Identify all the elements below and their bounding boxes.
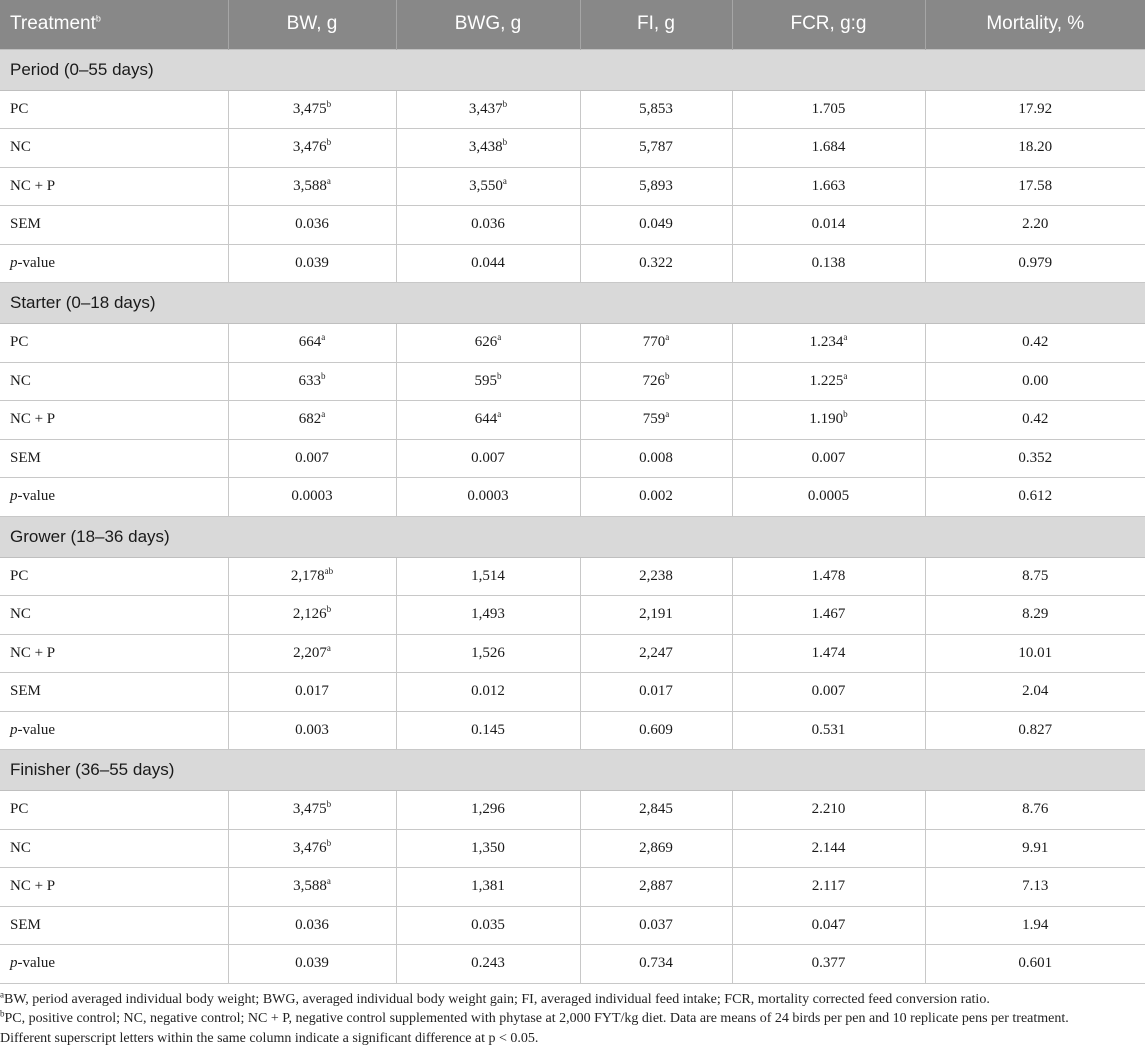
significance-letter: a <box>497 409 502 420</box>
table-cell: 18.20 <box>925 129 1145 168</box>
table-cell: 0.017 <box>580 673 732 712</box>
table-cell: 0.017 <box>228 673 396 712</box>
significance-letter: a <box>665 409 670 420</box>
table-cell: 2,191 <box>580 596 732 635</box>
significance-letter: a <box>665 332 670 343</box>
significance-letter: b <box>326 604 332 615</box>
row-label: SEM <box>0 906 228 945</box>
significance-letter: a <box>843 332 848 343</box>
table-cell: 0.0003 <box>396 478 580 517</box>
table-cell: 626$^a$ <box>396 324 580 363</box>
table-cell: 2.144 <box>732 829 925 868</box>
table-cell: 0.007 <box>396 439 580 478</box>
row-label: p-value <box>0 244 228 283</box>
table-row <box>0 791 1145 830</box>
table-cell: 0.039 <box>228 945 396 984</box>
table-cell: 1.225$^a$ <box>732 362 925 401</box>
section-title: Grower (18–36 days) <box>0 516 1145 557</box>
table-cell: 759$^a$ <box>580 401 732 440</box>
table-cell: 3,438$^b$ <box>396 129 580 168</box>
table-cell: 0.047 <box>732 906 925 945</box>
table-cell: 0.827 <box>925 711 1145 750</box>
table-cell: 0.003 <box>228 711 396 750</box>
table-cell: 3,476$^b$ <box>228 829 396 868</box>
table-cell: 0.609 <box>580 711 732 750</box>
table-row <box>0 673 1145 712</box>
table-body <box>0 49 1145 983</box>
header-treatment-sup: b <box>95 13 101 24</box>
row-label: PC <box>0 324 228 363</box>
table-row <box>0 945 1145 984</box>
table-cell: 0.036 <box>228 906 396 945</box>
table-cell: 682$^a$ <box>228 401 396 440</box>
significance-letter: a <box>497 332 502 343</box>
table-cell: 2,126$^b$ <box>228 596 396 635</box>
row-label: NC <box>0 129 228 168</box>
table-cell: 1.474 <box>732 634 925 673</box>
table-row <box>0 557 1145 596</box>
row-label: NC <box>0 829 228 868</box>
table-cell: 2,887 <box>580 868 732 907</box>
row-label: PC <box>0 90 228 129</box>
significance-letter: a <box>326 642 331 653</box>
header-fcr: FCR, g:g <box>732 0 925 49</box>
significance-letter: b <box>497 370 502 381</box>
table-cell: 1,350 <box>396 829 580 868</box>
section-title: Period (0–55 days) <box>0 49 1145 90</box>
table-cell: 0.601 <box>925 945 1145 984</box>
table-cell: 0.145 <box>396 711 580 750</box>
table-cell: 0.002 <box>580 478 732 517</box>
table-cell: 5,853 <box>580 90 732 129</box>
table-row <box>0 167 1145 206</box>
table-cell: 17.58 <box>925 167 1145 206</box>
row-label: SEM <box>0 206 228 245</box>
table-cell: 0.007 <box>732 439 925 478</box>
table-cell: 7.13 <box>925 868 1145 907</box>
table-row <box>0 244 1145 283</box>
significance-letter: b <box>326 837 332 848</box>
significance-letter: a <box>321 332 326 343</box>
table-cell: 1.705 <box>732 90 925 129</box>
table-cell: 1.478 <box>732 557 925 596</box>
table-cell: 0.531 <box>732 711 925 750</box>
table-cell: 3,475$^b$ <box>228 791 396 830</box>
table-row <box>0 439 1145 478</box>
section-row <box>0 516 1145 557</box>
table-cell: 3,588$^a$ <box>228 868 396 907</box>
table-cell: 2,178$^{ab}$ <box>228 557 396 596</box>
header-bw: BW, g <box>228 0 396 49</box>
footnote-b: $^b$PC, positive control; NC, negative control; NC + P, negative control supplemented with phytase at 2,000 FYT/kg diet. Data are means of 24 birds per pen and 10 replicate pens per treatment. <box>0 1008 1069 1026</box>
table-cell: 2.04 <box>925 673 1145 712</box>
row-label: SEM <box>0 673 228 712</box>
table-cell: 644$^a$ <box>396 401 580 440</box>
table-cell: 664$^a$ <box>228 324 396 363</box>
table-cell: 3,550$^a$ <box>396 167 580 206</box>
table-cell: 1,493 <box>396 596 580 635</box>
table-cell: 0.014 <box>732 206 925 245</box>
table-cell: 770$^a$ <box>580 324 732 363</box>
table-row <box>0 829 1145 868</box>
table-cell: 17.92 <box>925 90 1145 129</box>
table-cell: 1.684 <box>732 129 925 168</box>
table-cell: 10.01 <box>925 634 1145 673</box>
table-row <box>0 634 1145 673</box>
row-label: SEM <box>0 439 228 478</box>
table-cell: 5,787 <box>580 129 732 168</box>
table-cell: 2,869 <box>580 829 732 868</box>
section-row <box>0 49 1145 90</box>
table-cell: 8.29 <box>925 596 1145 635</box>
table-cell: 3,475$^b$ <box>228 90 396 129</box>
footnotes <box>0 984 1145 1049</box>
table-row <box>0 906 1145 945</box>
table-row <box>0 206 1145 245</box>
table-row <box>0 129 1145 168</box>
table-cell: 0.352 <box>925 439 1145 478</box>
table-cell: 0.322 <box>580 244 732 283</box>
table-cell: 8.75 <box>925 557 1145 596</box>
table-row <box>0 478 1145 517</box>
section-row <box>0 750 1145 791</box>
table-cell: 0.036 <box>228 206 396 245</box>
table-cell: 595$^b$ <box>396 362 580 401</box>
table-cell: 2.20 <box>925 206 1145 245</box>
row-label: NC + P <box>0 868 228 907</box>
section-title: Finisher (36–55 days) <box>0 750 1145 791</box>
table-row <box>0 362 1145 401</box>
table-cell: 0.42 <box>925 401 1145 440</box>
row-label: NC + P <box>0 167 228 206</box>
table-cell: 5,893 <box>580 167 732 206</box>
table-cell: 0.037 <box>580 906 732 945</box>
table-cell: 9.91 <box>925 829 1145 868</box>
table-row <box>0 90 1145 129</box>
row-label: p-value <box>0 711 228 750</box>
table-row <box>0 868 1145 907</box>
significance-letter: b <box>321 370 326 381</box>
significance-letter: b <box>502 98 508 109</box>
table-cell: 1.663 <box>732 167 925 206</box>
significance-letter: a <box>326 175 331 186</box>
table-cell: 0.035 <box>396 906 580 945</box>
table-cell: 0.377 <box>732 945 925 984</box>
row-label: PC <box>0 557 228 596</box>
table-cell: 0.00 <box>925 362 1145 401</box>
header-bwg: BWG, g <box>396 0 580 49</box>
table-cell: 2,238 <box>580 557 732 596</box>
table-cell: 1.467 <box>732 596 925 635</box>
table-cell: 0.044 <box>396 244 580 283</box>
table-cell: 0.243 <box>396 945 580 984</box>
table-cell: 633$^b$ <box>228 362 396 401</box>
table-cell: 0.036 <box>396 206 580 245</box>
table-cell: 1,296 <box>396 791 580 830</box>
table-cell: 2,207$^a$ <box>228 634 396 673</box>
row-label: p-value <box>0 478 228 517</box>
table-cell: 0.734 <box>580 945 732 984</box>
table-cell: 0.42 <box>925 324 1145 363</box>
table-cell: 726$^b$ <box>580 362 732 401</box>
section-row <box>0 283 1145 324</box>
table-cell: 8.76 <box>925 791 1145 830</box>
significance-letter: a <box>502 175 507 186</box>
table-cell: 1.234$^a$ <box>732 324 925 363</box>
table-cell: 2.210 <box>732 791 925 830</box>
row-label: NC + P <box>0 401 228 440</box>
table-cell: 0.012 <box>396 673 580 712</box>
table-row <box>0 401 1145 440</box>
significance-letter: ab <box>324 565 334 576</box>
table-cell: 3,437$^b$ <box>396 90 580 129</box>
table-cell: 1,514 <box>396 557 580 596</box>
significance-letter: a <box>843 370 848 381</box>
table-cell: 0.979 <box>925 244 1145 283</box>
significance-letter: b <box>326 98 332 109</box>
footnote-significance: Different superscript letters within the same column indicate a significant difference at p < 0.05. <box>0 1030 539 1046</box>
table-cell: 1.94 <box>925 906 1145 945</box>
table-row <box>0 596 1145 635</box>
footnote-a: $^a$BW, period averaged individual body weight; BWG, averaged individual body weight gain; FI, averaged individual feed intake; FCR, mortality corrected feed conversion ratio. <box>0 988 990 1007</box>
table-cell: 0.0005 <box>732 478 925 517</box>
row-label: p-value <box>0 945 228 984</box>
table-cell: 1,381 <box>396 868 580 907</box>
table-cell: 2,247 <box>580 634 732 673</box>
table-cell: 1.190$^b$ <box>732 401 925 440</box>
significance-letter: b <box>326 799 332 810</box>
table-row <box>0 324 1145 363</box>
table-cell: 0.0003 <box>228 478 396 517</box>
row-label: PC <box>0 791 228 830</box>
section-title: Starter (0–18 days) <box>0 283 1145 324</box>
significance-letter: b <box>665 370 670 381</box>
significance-letter: a <box>326 876 331 887</box>
table-cell: 0.007 <box>228 439 396 478</box>
significance-letter: b <box>326 137 332 148</box>
row-label: NC + P <box>0 634 228 673</box>
table-cell: 3,476$^b$ <box>228 129 396 168</box>
header-row <box>0 0 1145 49</box>
table-cell: 0.138 <box>732 244 925 283</box>
table-cell: 3,588$^a$ <box>228 167 396 206</box>
significance-letter: a <box>321 409 326 420</box>
table-cell: 2.117 <box>732 868 925 907</box>
significance-letter: b <box>843 409 848 420</box>
table-cell: 1,526 <box>396 634 580 673</box>
table-cell: 0.008 <box>580 439 732 478</box>
header-fi: FI, g <box>580 0 732 49</box>
header-treatment: Treatment$^b$ <box>0 0 228 49</box>
table-cell: 0.612 <box>925 478 1145 517</box>
significance-letter: b <box>502 137 508 148</box>
table-row <box>0 711 1145 750</box>
table-cell: 0.039 <box>228 244 396 283</box>
table-cell: 0.007 <box>732 673 925 712</box>
table-cell: 0.049 <box>580 206 732 245</box>
row-label: NC <box>0 596 228 635</box>
header-mortality: Mortality, % <box>925 0 1145 49</box>
row-label: NC <box>0 362 228 401</box>
table-cell: 2,845 <box>580 791 732 830</box>
